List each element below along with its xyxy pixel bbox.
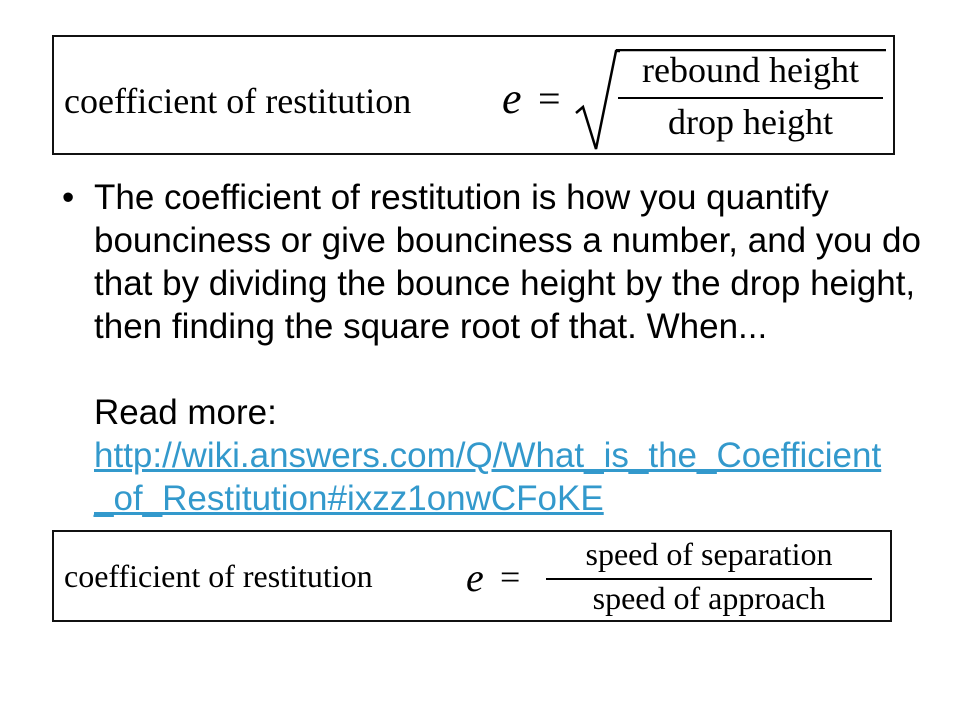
bullet-marker: • (62, 178, 75, 217)
formula-speed-box (52, 530, 892, 622)
formula-numerator: speed of separation (585, 536, 833, 572)
formula-numerator: rebound height (642, 50, 859, 90)
formula-equals: = (500, 557, 521, 597)
source-link[interactable]: http://wiki.answers.com/Q/What_is_the_Coefficient_of_Restitution#ixzz1onwCFoKE (94, 436, 882, 518)
formula-rebound-box (52, 35, 895, 155)
fraction-bar (618, 97, 883, 99)
formula-denominator: speed of approach (592, 580, 826, 616)
formula-equals: = (538, 76, 561, 121)
formula-variable: e (466, 555, 484, 600)
bullet-text: The coefficient of restitution is how you quantify bounciness or give bounciness a number, and you do that by dividing the bounce height by the drop height, then finding the square root of that. When... (94, 178, 921, 346)
formula-denominator: drop height (668, 102, 833, 142)
bullet-paragraph (62, 176, 922, 520)
square-root-symbol (574, 49, 620, 153)
formula-variable: e (502, 74, 522, 123)
read-more-label: Read more: (94, 393, 277, 432)
formula-label: coefficient of restitution (64, 81, 412, 121)
formula-label: coefficient of restitution (64, 558, 373, 594)
